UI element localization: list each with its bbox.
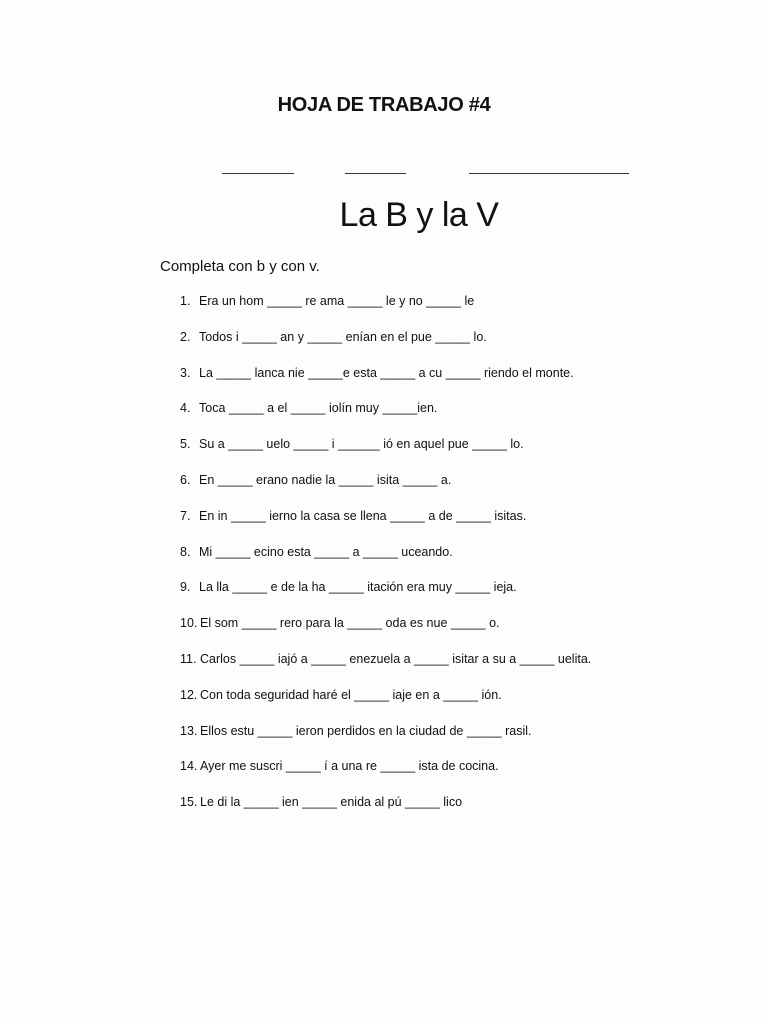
item-number: 3.	[180, 365, 191, 380]
exercise-item: 14. Ayer me suscri _____ í a una re _____ ista de cocina.	[180, 759, 499, 774]
worksheet-title: HOJA DE TRABAJO #4	[277, 94, 491, 116]
exercise-item	[180, 294, 700, 330]
item-number: 4.	[180, 401, 191, 416]
item-text: La _____ lanca nie _____e esta _____ a cu _____ riendo el monte.	[199, 365, 574, 380]
item-text: Era un hom _____ re ama _____ le y no _____ le	[199, 294, 475, 308]
exercise-item	[180, 509, 700, 545]
item-text: En _____ erano nadie la _____ isita _____ a.	[199, 472, 452, 487]
item-number: 5.	[180, 437, 191, 452]
item-number: 2.	[180, 329, 191, 344]
item-text: La lla _____ e de la ha _____ itación era muy _____ ieja.	[199, 580, 517, 595]
item-text: Con toda seguridad haré el _____ iaje en a _____ ión.	[200, 687, 502, 702]
exercise-list	[180, 294, 700, 831]
exercise-item: 11. Carlos _____ iajó a _____ enezuela a _____ isitar a su a _____ uelita.	[180, 651, 592, 666]
exercise-item	[180, 366, 700, 402]
item-text: Toca _____ a el _____ iolín muy _____ien.	[199, 401, 438, 416]
item-number: 8.	[180, 544, 191, 559]
exercise-item: 15. Le di la _____ ien _____ enida al pú _____ lico	[180, 795, 463, 810]
exercise-item	[180, 330, 700, 366]
item-text: Ayer me suscri _____ í a una re _____ ista de cocina.	[200, 759, 499, 774]
exercise-item	[180, 580, 700, 616]
exercise-item	[180, 473, 700, 509]
date-blank-line	[469, 173, 629, 174]
exercise-item: 13. Ellos estu _____ ieron perdidos en la ciudad de _____ rasil.	[180, 723, 532, 738]
item-text: En in _____ ierno la casa se llena _____ a de _____ isitas.	[199, 508, 527, 523]
item-number: 1.	[180, 294, 191, 308]
exercise-item	[180, 545, 700, 581]
name-blank-line	[222, 173, 294, 174]
lesson-heading: La B y la V	[339, 196, 499, 234]
item-text: El som _____ rero para la _____ oda es nue _____ o.	[200, 616, 500, 631]
exercise-item: 12. Con toda seguridad haré el _____ iaje en a _____ ión.	[180, 687, 502, 702]
item-number: 6.	[180, 472, 191, 487]
item-text: Carlos _____ iajó a _____ enezuela a _____ isitar a su a _____ uelita.	[200, 651, 592, 666]
item-number: 9.	[180, 580, 191, 595]
item-text: Su a _____ uelo _____ i ______ ió en aquel pue _____ lo.	[199, 437, 524, 452]
item-text: Le di la _____ ien _____ enida al pú _____ lico	[200, 795, 463, 810]
grade-blank-line	[345, 173, 406, 174]
exercise-item	[180, 401, 700, 437]
item-number: 7.	[180, 508, 191, 523]
exercise-item	[180, 437, 700, 473]
exercise-item: 10. El som _____ rero para la _____ oda es nue _____ o.	[180, 616, 500, 631]
item-text: Mi _____ ecino esta _____ a _____ uceando.	[199, 544, 453, 559]
instruction-text: Completa con b y con v.	[160, 258, 320, 275]
item-text: Todos i _____ an y _____ enían en el pue _____ lo.	[199, 329, 487, 344]
item-text: Ellos estu _____ ieron perdidos en la ciudad de _____ rasil.	[200, 723, 532, 738]
